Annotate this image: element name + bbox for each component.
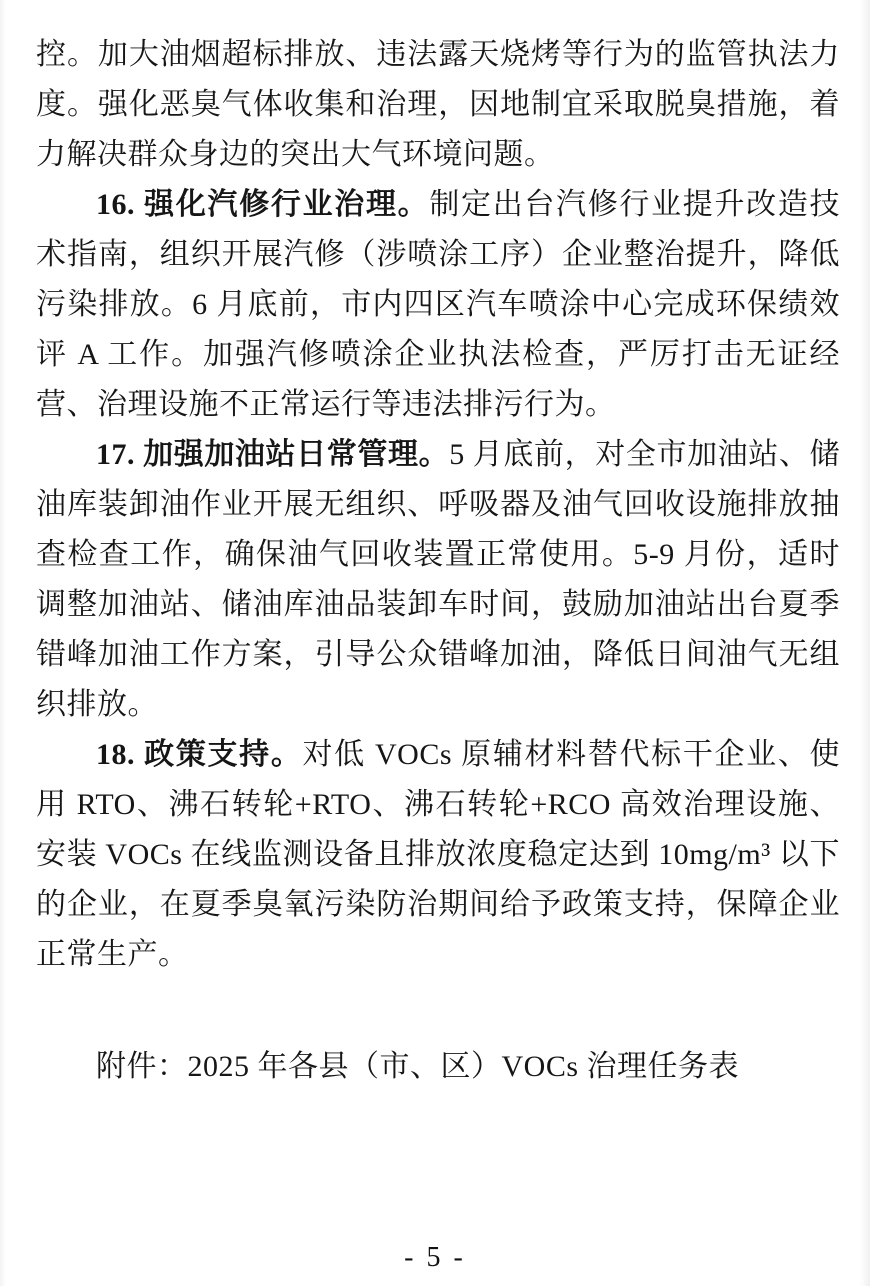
document-body: [36, 30, 840, 1092]
scan-edge-shadow-right: [860, 0, 870, 1286]
attachment-line: 附件：2025 年各县（市、区）VOCs 治理任务表: [96, 1050, 740, 1083]
paragraph-lead: 16. 强化汽修行业治理。: [96, 188, 430, 221]
paragraph-continuation: [36, 30, 840, 180]
paragraph-text: 对低 VOCs 原辅材料替代标干企业、使用 RTO、沸石转轮+RTO、沸石转轮+RCO 高效治理设施、安装 VOCs 在线监测设备且排放浓度稳定达到 10mg/m³ 以下的企业，在夏季臭氧污染防治期间给予政策支持，保障企业正常生产。: [36, 738, 841, 971]
paragraph-lead: 17. 加强加油站日常管理。: [96, 438, 450, 471]
paragraph-text: 5 月底前，对全市加油站、储油库装卸油作业开展无组织、呼吸器及油气回收设施排放抽查检查工作，确保油气回收装置正常使用。5-9 月份，适时调整加油站、储油库油品装卸车时间，鼓励加油站出台夏季错峰加油工作方案，引导公众错峰加油，降低日间油气无组织排放。: [36, 438, 841, 721]
paragraph-item-17: [36, 430, 840, 730]
paragraph-text: 控。加大油烟超标排放、违法露天烧烤等行为的监管执法力度。强化恶臭气体收集和治理，因地制宜采取脱臭措施，着力解决群众身边的突出大气环境问题。: [36, 38, 840, 171]
page-number: - 5 -: [404, 1242, 466, 1273]
paragraph-lead: 18. 政策支持。: [96, 738, 303, 771]
paragraph-item-16: [36, 180, 840, 430]
paragraph-item-18: [36, 730, 840, 980]
scan-edge-shadow-left: [0, 0, 6, 1286]
paragraph-text: 制定出台汽修行业提升改造技术指南，组织开展汽修（涉喷涂工序）企业整治提升，降低污染排放。6 月底前，市内四区汽车喷涂中心完成环保绩效评 A 工作。加强汽修喷涂企业执法检查，严厉打击无证经营、治理设施不正常运行等违法排污行为。: [36, 188, 841, 421]
